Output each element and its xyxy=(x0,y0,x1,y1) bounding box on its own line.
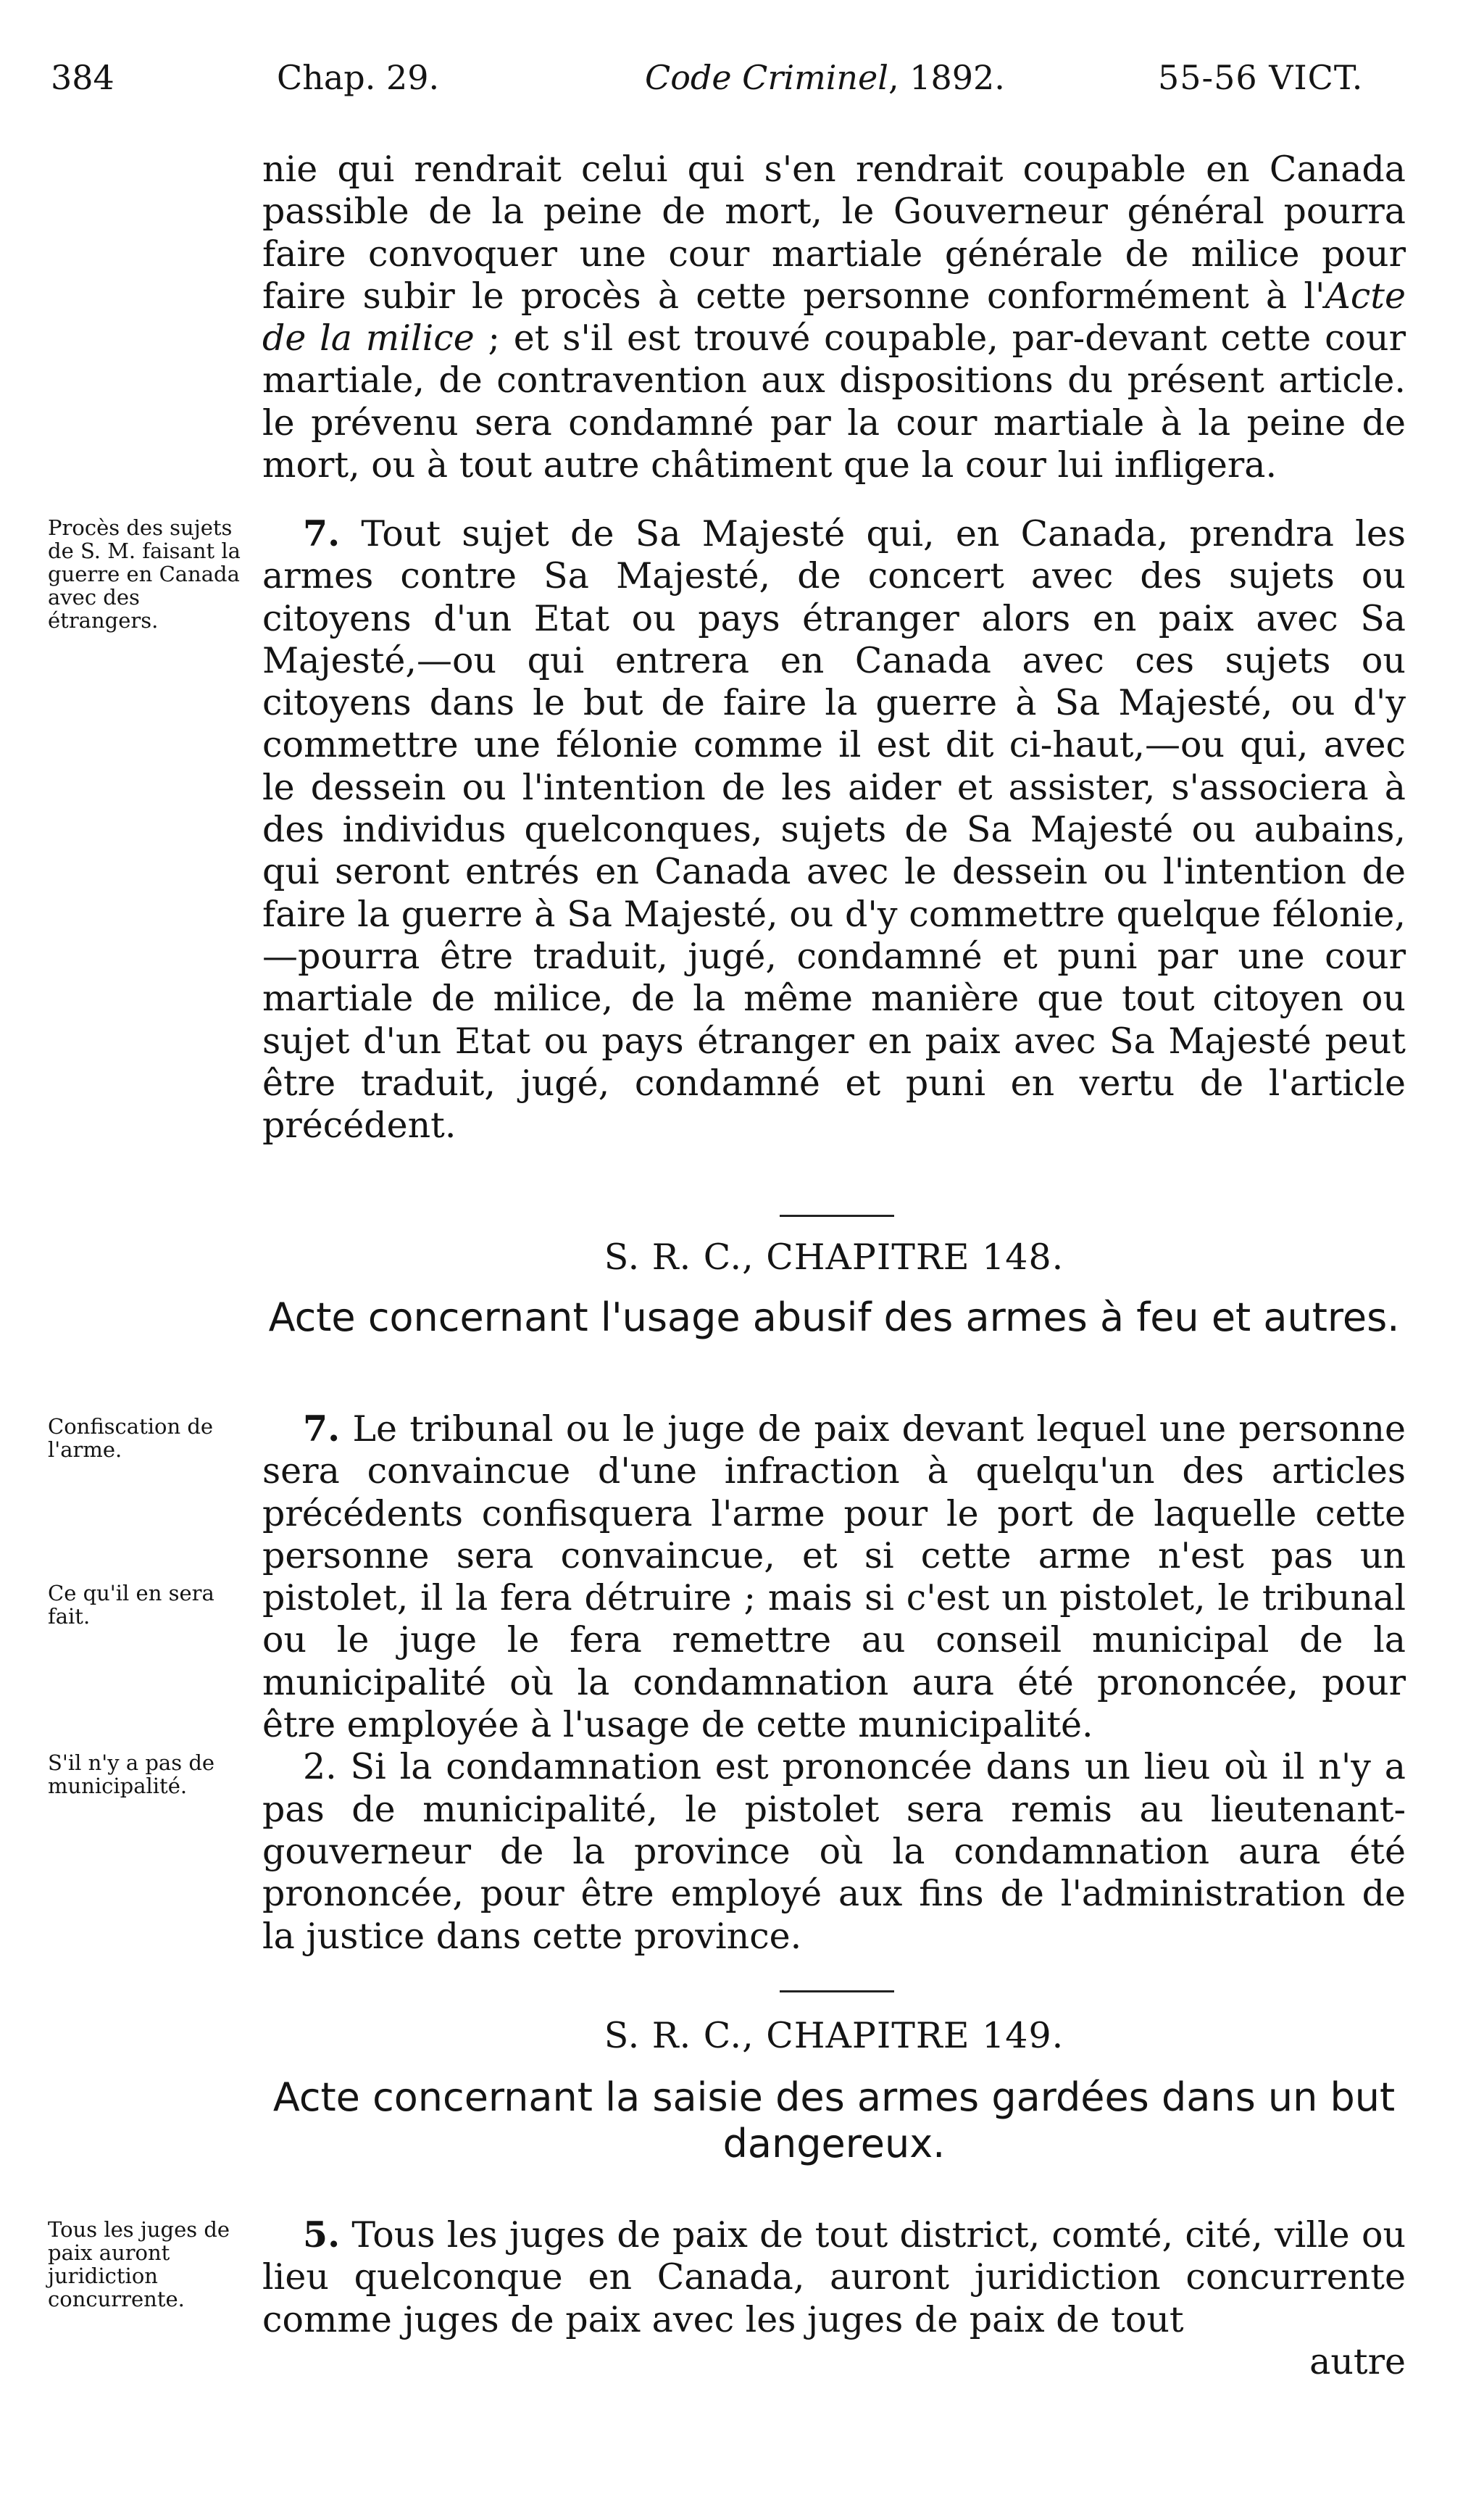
regnal-year: 55-56 VICT. xyxy=(1158,58,1364,97)
section-divider xyxy=(780,1990,894,1992)
section-7a-number: 7. xyxy=(303,512,341,554)
section-5 xyxy=(262,2214,1406,2382)
chapter-label: Chap. 29. xyxy=(277,58,440,97)
section-7b-number: 7. xyxy=(303,1408,341,1450)
running-title-name: Code Criminel xyxy=(645,58,888,97)
section-7a-text: Tout sujet de Sa Majesté qui, en Canada, prendra les armes contre Sa Majesté, de concert avec des sujets ou citoyens d'un Etat ou pays étranger alors en paix avec Sa Majesté,—ou qui entrera en Canada avec ces sujets ou citoyens dans le but de faire la guerre à Sa Majesté, ou d'y commettre une félonie comme il est dit ci-haut,—ou qui, avec le dessein ou l'intention de les aider et assister, s'associera à des individus quelconques, sujets de Sa Majesté ou aubains, qui seront entrés en Canada avec le dessein ou l'intention de faire la guerre à Sa Majesté, ou d'y commettre quelque félonie,—pourra être traduit, jugé, condamné et puni par une cour martiale de milice, de la même manière que tout citoyen ou sujet d'un Etat ou pays étranger en paix avec Sa Majesté peut être traduit, jugé, condamné et puni en vertu de l'article précédent. xyxy=(262,513,1406,1147)
section-7a xyxy=(262,512,1406,1188)
margin-note-3: Ce qu'il en sera fait. xyxy=(48,1581,214,1629)
continuation-text-a: nie qui rendrait celui qui s'en rendrait coupable en Canada passible de la peine de mort, le Gouverneur général pourra faire convoquer une cour martiale générale de milice pour faire subir le procès à cette personne conformément à l' xyxy=(262,149,1406,317)
margin-note-1: Procès des sujets de S. M. faisant la guerre en Canada avec des étrangers. xyxy=(48,515,241,633)
running-title-year: , 1892. xyxy=(888,58,1005,97)
section-divider xyxy=(780,1215,894,1217)
page-number: 384 xyxy=(51,58,114,97)
continuation-paragraph xyxy=(262,149,1406,486)
margin-note-4: S'il n'y a pas de municipalité. xyxy=(48,1750,215,1798)
catchword: autre xyxy=(1309,2340,1406,2382)
chapter-149-heading: S. R. C., CHAPITRE 149. xyxy=(604,2015,1064,2056)
margin-note-5: Tous les juges de paix auront juridiction concurrente. xyxy=(48,2217,230,2311)
chapter-149-act-title: Acte concernant la saisie des armes gardées dans un but dangereux. xyxy=(272,2074,1396,2166)
section-7b xyxy=(262,1408,1406,1957)
section-7b-text: Le tribunal ou le juge de paix devant lequel une personne sera convaincue d'une infraction à quelqu'un des articles précédents confisquera l'arme pour le port de laquelle cette personne sera convaincue, et si cette arme n'est pas un pistolet, il la fera détruire ; mais si c'est un pistolet, le tribunal ou le juge le fera remettre au conseil municipal de la municipalité où la condamnation aura été prononcée, pour être employée à l'usage de cette municipalité. xyxy=(262,1408,1406,1746)
section-7b-subsection-2: 2. Si la condamnation est prononcée dans un lieu où il n'y a pas de municipalité, le pistolet sera remis au lieutenant-gouverneur de la province où la condamnation aura été prononcée, pour être employé aux fins de l'administration de la justice dans cette province. xyxy=(262,1746,1406,1957)
chapter-148-heading: S. R. C., CHAPITRE 148. xyxy=(604,1237,1064,1278)
running-title xyxy=(645,58,1005,97)
act-reference: Acte de la milice xyxy=(262,275,1406,359)
section-5-text: Tous les juges de paix de tout district, comté, cité, ville ou lieu quelconque en Canada, auront juridiction concurrente comme juges de paix avec les juges de paix de tout xyxy=(262,2214,1406,2340)
chapter-148-act-title: Acte concernant l'usage abusif des armes à feu et autres. xyxy=(268,1294,1400,1340)
continuation-text-b: ; et s'il est trouvé coupable, par-devant cette cour martiale, de contravention aux dispositions du présent article. le prévenu sera condamné par la cour martiale à la peine de mort, ou à tout autre châtiment que la cour lui infligera. xyxy=(262,317,1406,486)
section-5-number: 5. xyxy=(303,2214,341,2256)
margin-note-2: Confiscation de l'arme. xyxy=(48,1414,214,1462)
